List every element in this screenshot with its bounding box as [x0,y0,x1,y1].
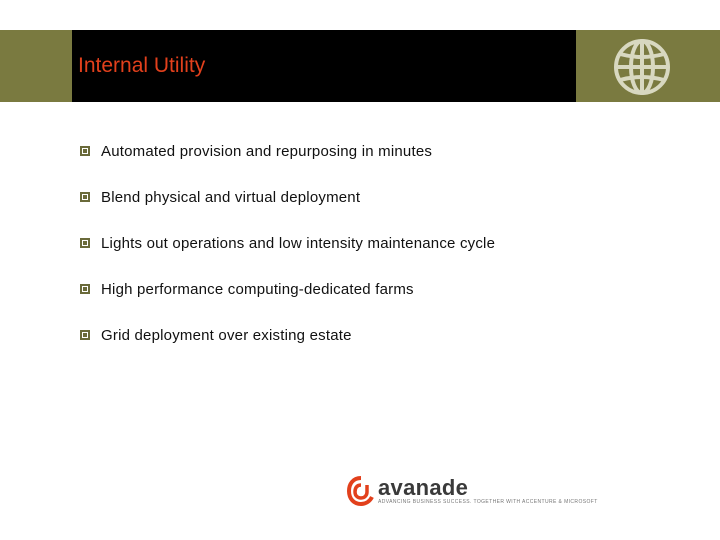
checkbox-bullet-icon [80,146,90,156]
globe-icon [610,38,674,96]
avanade-mark-icon [346,474,376,508]
checkbox-bullet-icon [80,238,90,248]
bullet-item [80,186,495,232]
bullet-text: Lights out operations and low intensity maintenance cycle [101,235,496,252]
avanade-logo [346,474,598,510]
bullet-item [80,140,495,186]
bullet-text: High performance computing-dedicated farms [101,281,414,298]
bullet-item [80,278,495,324]
bullet-list [80,140,495,370]
bullet-text: Automated provision and repurposing in minutes [101,143,433,160]
checkbox-bullet-icon [80,192,90,202]
bullet-item [80,324,495,370]
logo-wordmark: avanade [378,475,469,500]
bullet-text: Grid deployment over existing estate [101,327,352,344]
slide-title: Internal Utility [78,54,206,77]
logo-tagline: ADVANCING BUSINESS SUCCESS. TOGETHER WITH ACCENTURE & MICROSOFT [378,499,598,505]
bullet-text: Blend physical and virtual deployment [101,189,361,206]
checkbox-bullet-icon [80,330,90,340]
bullet-item [80,232,495,278]
checkbox-bullet-icon [80,284,90,294]
